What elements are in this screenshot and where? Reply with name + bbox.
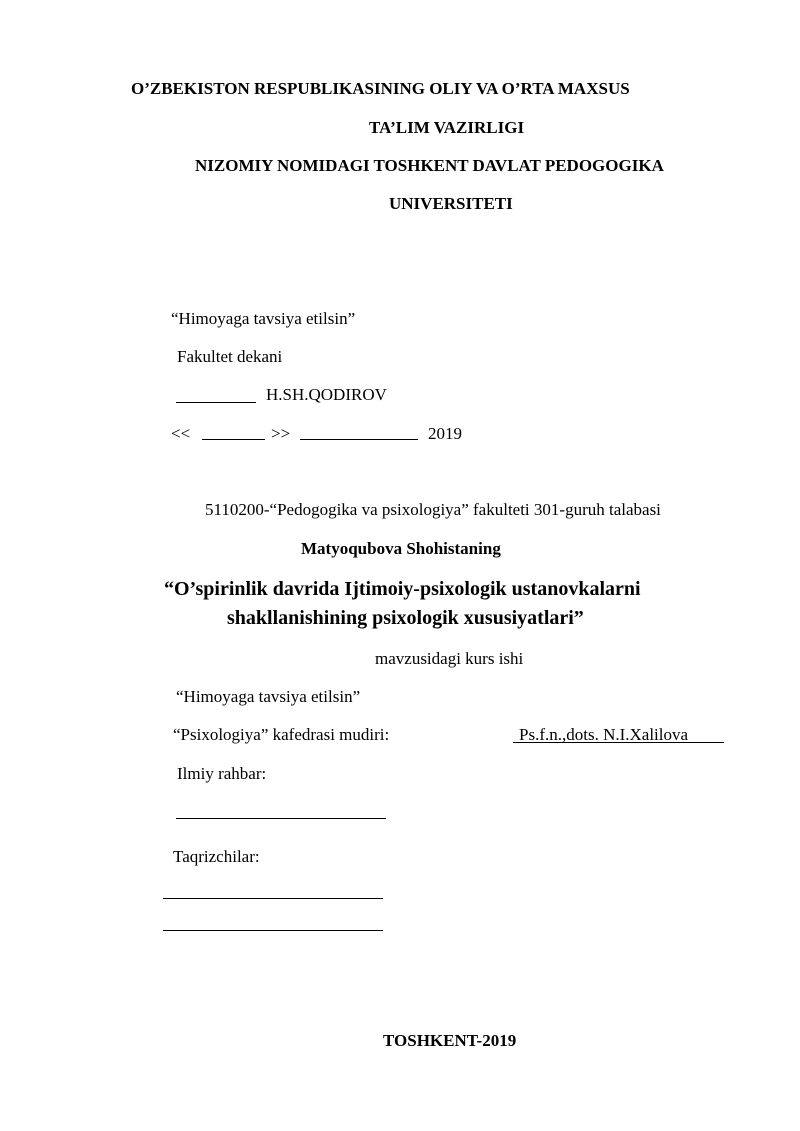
- department-head-label: “Psixologiya” kafedrasi mudiri:: [173, 725, 390, 744]
- dean-signature-line: [176, 402, 256, 403]
- reviewer-1-signature-line: [163, 898, 383, 899]
- date-year: 2019: [428, 424, 462, 443]
- department-recommend-text: “Himoyaga tavsiya etilsin”: [176, 687, 361, 706]
- student-group-line: 5110200-“Pedogogika va psixologiya” fakulteti 301-guruh talabasi: [205, 500, 661, 519]
- work-subtitle: mavzusidagi kurs ishi: [375, 649, 524, 668]
- university-line-1: NIZOMIY NOMIDAGI TOSHKENT DAVLAT PEDOGOGIKA: [195, 156, 664, 175]
- university-line-2: UNIVERSITETI: [389, 194, 513, 213]
- date-day-line: [202, 439, 265, 440]
- supervisor-label: Ilmiy rahbar:: [177, 764, 267, 783]
- department-head-underline: [513, 742, 724, 743]
- dean-name: H.SH.QODIROV: [266, 385, 387, 404]
- ministry-line-1: O’ZBEKISTON RESPUBLIKASINING OLIY VA O’RTA MAXSUS: [131, 79, 630, 98]
- date-close-bracket: >>: [271, 424, 291, 443]
- dean-title: Fakultet dekani: [177, 347, 283, 366]
- city-year: TOSHKENT-2019: [383, 1031, 517, 1050]
- dean-recommend-text: “Himoyaga tavsiya etilsin”: [171, 309, 356, 328]
- reviewer-2-signature-line: [163, 930, 383, 931]
- department-head-name: Ps.f.n.,dots. N.I.Xalilova: [519, 725, 689, 744]
- reviewers-label: Taqrizchilar:: [173, 847, 260, 866]
- date-month-line: [300, 439, 418, 440]
- supervisor-signature-line: [176, 818, 386, 819]
- work-title-line-2: shakllanishining psixologik xususiyatlari”: [227, 607, 584, 629]
- date-open-bracket: <<: [171, 424, 191, 443]
- ministry-line-2: TA’LIM VAZIRLIGI: [369, 118, 525, 137]
- work-title-line-1: “O’spirinlik davrida Ijtimoiy-psixologik ustanovkalarni: [164, 578, 641, 600]
- student-name: Matyoqubova Shohistaning: [301, 539, 501, 558]
